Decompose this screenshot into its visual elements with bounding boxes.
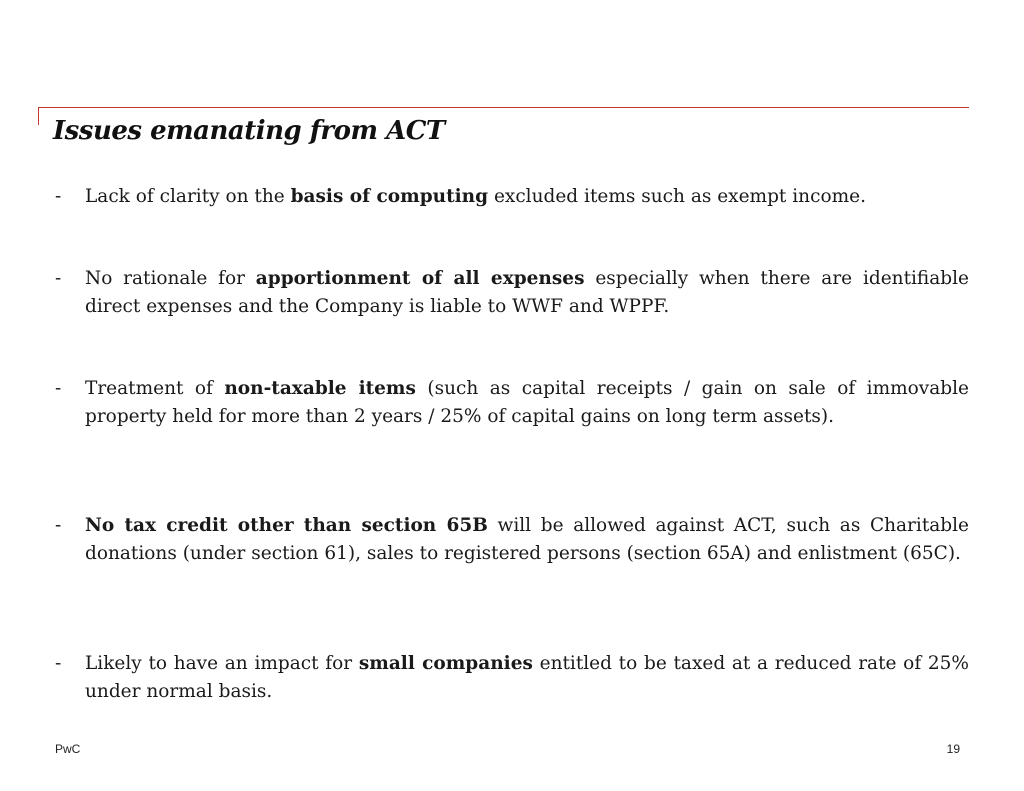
page-number: 19 — [946, 742, 960, 756]
bullet-text: No rationale for apportionment of all expenses especially when there are identifiable direct expenses and the Company is liable to WWF and WPPF. — [85, 268, 970, 317]
slide-title: Issues emanating from ACT — [53, 116, 445, 146]
bullet-emphasis: No tax credit other than section 65B — [85, 515, 488, 536]
header-rule — [38, 107, 969, 108]
bullet-text: Treatment of non-taxable items (such as capital receipts / gain on sale of immovable property held for more than 2 years / 25% of capital gains on long term assets). — [85, 378, 969, 427]
bullet-item — [55, 650, 969, 706]
bullet-item — [55, 512, 969, 568]
bullet-marker: - — [55, 268, 62, 289]
bullet-marker: - — [55, 186, 62, 207]
bullet-text: No tax credit other than section 65B will be allowed against ACT, such as Charitable donations (under section 61), sales to registered persons (section 65A) and enlistment (65C). — [85, 515, 969, 564]
bullet-text: Lack of clarity on the basis of computing excluded items such as exempt income. — [85, 186, 866, 207]
bullet-emphasis: non-taxable items — [224, 378, 416, 399]
bullet-item — [55, 265, 969, 321]
footer-brand: PwC — [55, 742, 81, 756]
bullet-emphasis: apportionment of all expenses — [255, 268, 585, 289]
bullet-item — [55, 183, 969, 211]
bullet-item — [55, 375, 969, 431]
header-rule-corner — [38, 107, 39, 125]
bullet-emphasis: small companies — [358, 653, 533, 674]
bullet-marker: - — [55, 378, 62, 399]
bullet-emphasis: basis of computing — [290, 186, 489, 207]
bullet-marker: - — [55, 653, 62, 674]
bullet-marker: - — [55, 515, 62, 536]
bullet-text: Likely to have an impact for small companies entitled to be taxed at a reduced rate of 25% under normal basis. — [85, 653, 969, 702]
